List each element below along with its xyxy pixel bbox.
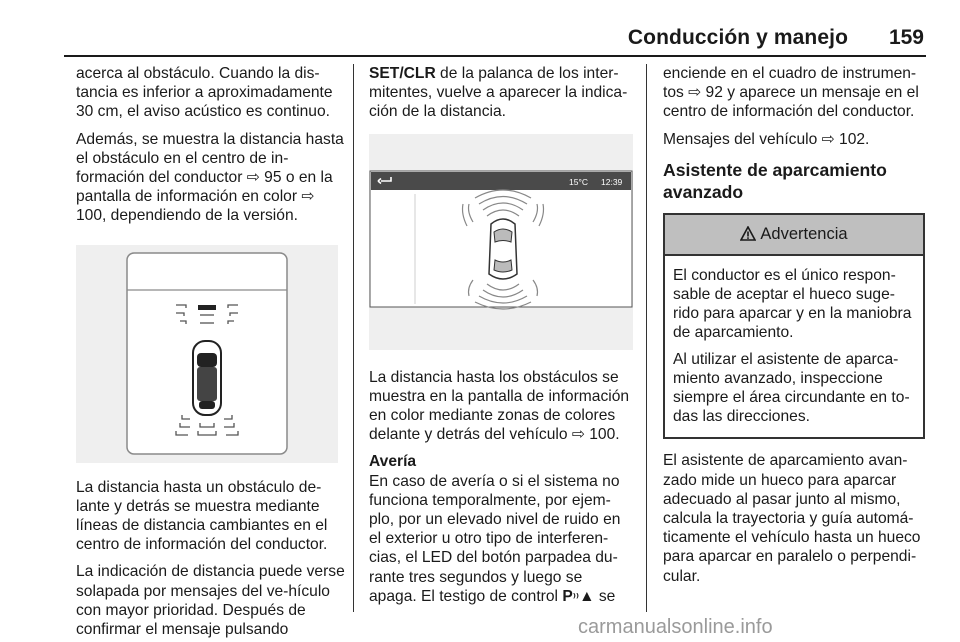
column-divider bbox=[353, 64, 354, 612]
paragraph: Además, se muestra la distancia hasta el obstáculo en el centro de in-formación del conductor ⇨ 95 o en la pantalla de información en color ⇨ 100, dependiendo de la versión. bbox=[76, 130, 344, 225]
paragraph: El asistente de aparcamiento avan-zado mide un hueco para aparcar adecuado al pasar junto al mismo, calcula la trayectoria y guía automá-ticamente el vehículo hasta un hueco para aparcar en paralelo o perpendi-cular. bbox=[663, 452, 921, 585]
temperature-readout: 15°C bbox=[569, 176, 588, 187]
paragraph-text: En caso de avería o si el sistema no funciona temporalmente, por ejem-plo, por un elevado nivel de ruido en el exterior u otro tipo de interferen-cias, el LED del botón parpadea du-rante tres segundos y luego se apaga. El testigo de control bbox=[369, 472, 621, 605]
column-divider bbox=[646, 64, 647, 612]
warning-title: Advertencia bbox=[760, 224, 848, 243]
header-rule bbox=[64, 55, 926, 57]
column-1 bbox=[76, 64, 348, 642]
paragraph bbox=[369, 472, 633, 608]
page-number: 159 bbox=[888, 26, 924, 49]
warning-body bbox=[665, 256, 923, 438]
watermark: carmanualsonline.info bbox=[578, 616, 773, 638]
parking-assist-control-icon: P⁾⁾▲ bbox=[562, 587, 595, 605]
section-heading: Asistente de aparcamiento avanzado bbox=[663, 159, 887, 202]
chapter-title: Conducción y manejo bbox=[627, 26, 848, 49]
warning-triangle-icon bbox=[740, 226, 756, 242]
subheading-averia: Avería bbox=[369, 453, 417, 471]
paragraph: acerca al obstáculo. Cuando la dis-tancia es inferior a aproximadamente 30 cm, el aviso acústico es continuo. bbox=[76, 65, 333, 121]
column-2 bbox=[369, 64, 633, 616]
paragraph: Mensajes del vehículo ⇨ 102. bbox=[663, 130, 870, 148]
paragraph-text: de la palanca de los inter-mitentes, vuelve a aparecer la indica-ción de la distancia. bbox=[369, 65, 628, 121]
keyword: SET/CLR bbox=[369, 65, 436, 82]
paragraph bbox=[369, 64, 633, 122]
clock-readout: 12:39 bbox=[601, 176, 623, 187]
column-3 bbox=[663, 64, 927, 594]
warning-box bbox=[663, 213, 925, 440]
paragraph-text: se bbox=[594, 587, 616, 605]
parking-distance-display-icon bbox=[76, 245, 338, 463]
paragraph: La distancia hasta los obstáculos se muestra en la pantalla de información en color mediante zonas de colores delante y detrás del vehículo ⇨ 100. bbox=[369, 368, 630, 444]
paragraph: Al utilizar el asistente de aparca-miento avanzado, inspeccione siempre el área circundante en to-das las direcciones. bbox=[673, 350, 910, 426]
page-header bbox=[64, 26, 926, 54]
paragraph: La indicación de distancia puede verse solapada por mensajes del ve-hículo con mayor prioridad. Después de confirmar el mensaje pulsando bbox=[76, 563, 345, 639]
driver-info-center-illustration bbox=[76, 245, 338, 463]
warning-header bbox=[665, 215, 923, 256]
paragraph: enciende en el cuadro de instrumen-tos ⇨ 92 y aparece un mensaje en el centro de información del conductor. bbox=[663, 65, 919, 121]
vehicle-top-view-icon bbox=[489, 219, 517, 279]
paragraph: El conductor es el único respon-sable de aceptar el hueco suge-rido para aparcar y en la maniobra de aparcamiento. bbox=[673, 266, 912, 342]
paragraph: La distancia hasta un obstáculo de-lante y detrás se muestra mediante líneas de distancia cambiantes en el centro de información del conductor. bbox=[76, 478, 328, 554]
color-info-display-illustration bbox=[369, 134, 633, 350]
